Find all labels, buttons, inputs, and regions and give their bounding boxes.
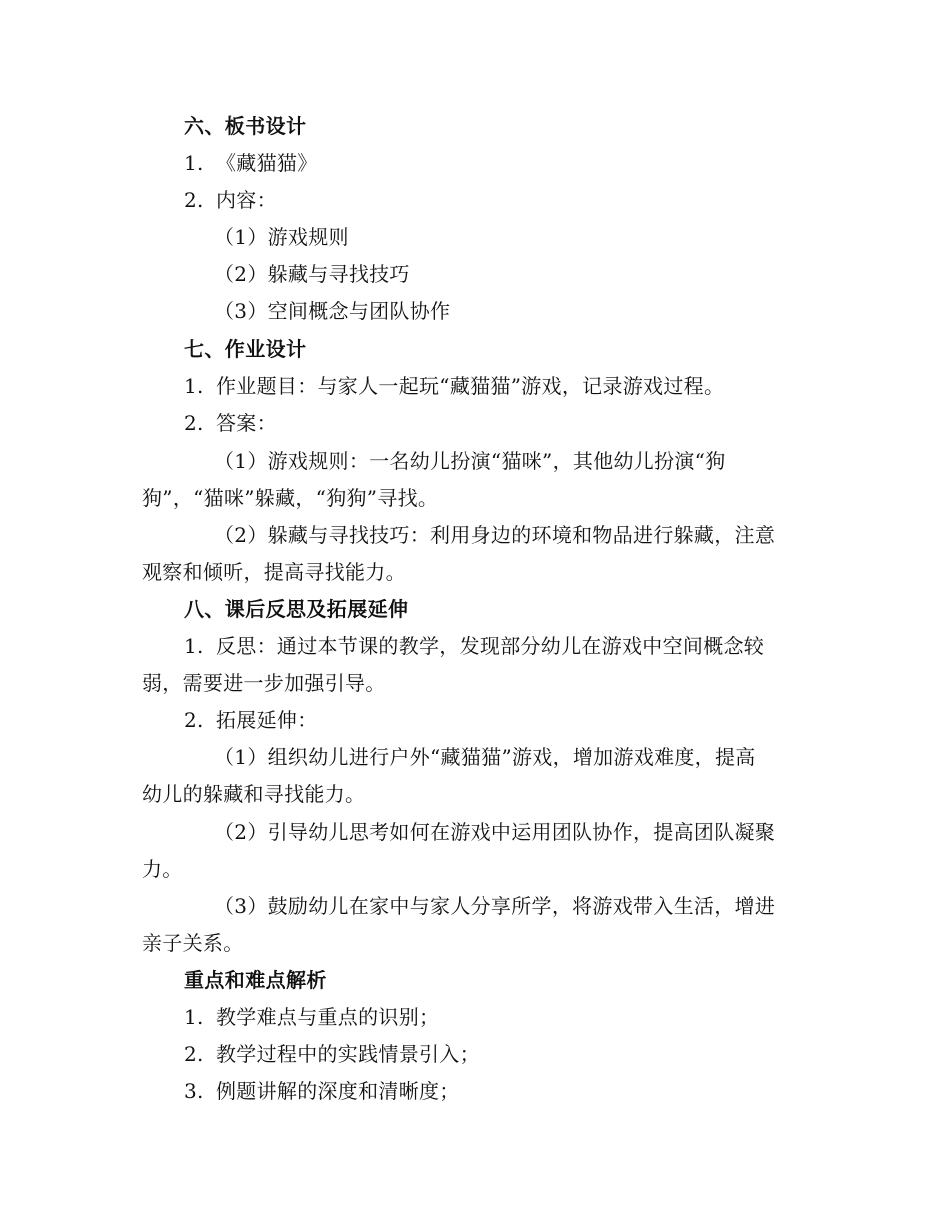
sub-list-item: （2）躲藏与寻找技巧 [214, 262, 410, 286]
list-item [184, 411, 277, 435]
list-number: 1. [184, 374, 204, 398]
list-number: 1. [184, 151, 204, 175]
list-text: 《藏猫猫》 [216, 151, 318, 175]
list-text: 拓展延伸： [216, 708, 318, 732]
extension-item: （2）引导幼儿思考如何在游戏中运用团队协作，提高团队凝聚 [214, 820, 776, 844]
list-item-continued: 弱，需要进一步加强引导。 [142, 671, 386, 695]
list-item [184, 374, 724, 398]
list-text: 例题讲解的深度和清晰度； [216, 1079, 460, 1103]
list-number: 2. [184, 188, 204, 212]
answer-line: （1）游戏规则：一名幼儿扮演“猫咪”，其他幼儿扮演“狗 [214, 449, 726, 473]
list-item [184, 1042, 480, 1066]
extension-item: （3）鼓励幼儿在家中与家人分享所学，将游戏带入生活，增进 [214, 894, 776, 918]
section-heading-homework-design: 七、作业设计 [184, 337, 307, 361]
list-text: 教学过程中的实践情景引入； [216, 1042, 480, 1066]
list-item [184, 1079, 460, 1103]
list-number: 3. [184, 1079, 204, 1103]
list-item [184, 634, 764, 658]
list-number: 2. [184, 411, 204, 435]
list-item [184, 188, 277, 212]
extension-item-continued: 幼儿的躲藏和寻找能力。 [142, 782, 366, 806]
list-number: 2. [184, 1042, 204, 1066]
list-text: 反思：通过本节课的教学，发现部分幼儿在游戏中空间概念较 [216, 634, 765, 658]
section-heading-reflection: 八、课后反思及拓展延伸 [184, 597, 409, 621]
list-number: 1. [184, 1005, 204, 1029]
list-text: 答案： [216, 411, 277, 435]
list-text: 内容： [216, 188, 277, 212]
answer-line-continued: 狗”，“猫咪”躲藏，“狗狗”寻找。 [142, 486, 439, 510]
extension-item-continued: 力。 [142, 857, 183, 881]
list-text: 教学难点与重点的识别； [216, 1005, 440, 1029]
sub-list-item: （3）空间概念与团队协作 [214, 299, 451, 323]
list-item [184, 151, 318, 175]
list-number: 1. [184, 634, 204, 658]
list-number: 2. [184, 708, 204, 732]
list-item [184, 708, 318, 732]
extension-item: （1）组织幼儿进行户外“藏猫猫”游戏，增加游戏难度，提高 [214, 745, 756, 769]
answer-line-continued: 观察和倾听，提高寻找能力。 [142, 560, 406, 584]
list-item [184, 1005, 439, 1029]
sub-list-item: （1）游戏规则 [214, 225, 349, 249]
section-heading-key-points: 重点和难点解析 [184, 968, 327, 992]
extension-item-continued: 亲子关系。 [142, 931, 244, 955]
list-text: 作业题目：与家人一起玩“藏猫猫”游戏，记录游戏过程。 [216, 374, 725, 398]
section-heading-board-design: 六、板书设计 [184, 114, 307, 138]
answer-line: （2）躲藏与寻找技巧：利用身边的环境和物品进行躲藏，注意 [214, 523, 776, 547]
